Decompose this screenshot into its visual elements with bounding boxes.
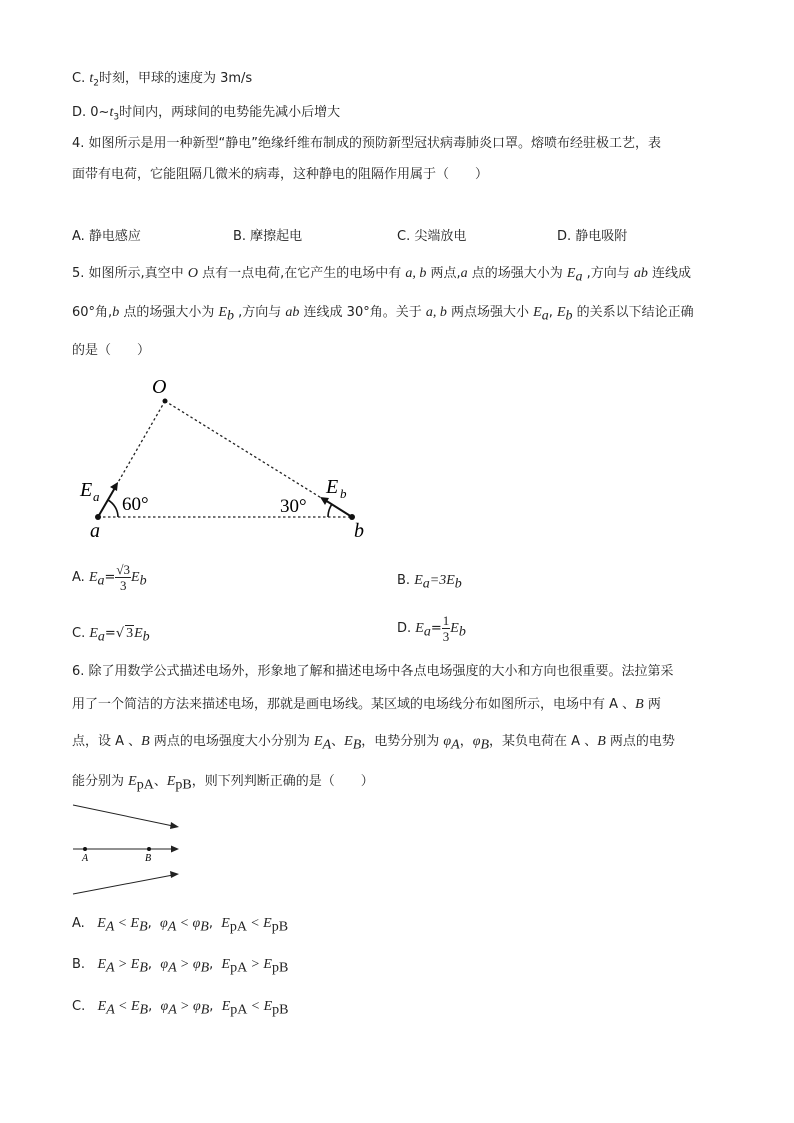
q5-point-o — [163, 399, 168, 404]
q5-label-a: a — [90, 520, 100, 542]
q6-stem-line3: 点，设 A 、B 两点的电场强度大小分别为 $E_A$、$E_B$，电势分别为 $\varphi_A$，$\varphi_B$，某负电荷在 A 、B 两点的电势 — [72, 734, 675, 753]
q4-option-c: C. 尖端放电 — [397, 229, 467, 244]
q6-label-a: A — [82, 853, 89, 864]
q6-arrowhead-bottom — [170, 871, 179, 878]
q5-label-b: b — [354, 520, 364, 542]
q5-label-eb: E — [326, 476, 339, 498]
q6-option-c: C. $E_A < E_B$, $\varphi_A > \varphi_B$, $E_{pA} < E_{pB}$ — [72, 999, 289, 1018]
q5-label-ea-sub: a — [93, 489, 100, 504]
q5-stem-line2: 60°角,b 点的场强大小为 $E_b$ ,方向与 ab 连线成 30°角。关于 a, b 两点场强大小 $E_a$, $E_b$ 的关系以下结论正确 — [72, 305, 694, 324]
q5-option-a: A. $E_a=$ $\frac{√3}{3}$ $E_b$ — [72, 562, 147, 593]
q5-stem-line1: 5. 如图所示,真空中 O 点有一点电荷,在它产生的电场中有 a, b 两点,a 点的场强大小为 $E_a$ ,方向与 ab 连线成 — [72, 266, 691, 285]
q4-stem-line1: 4. 如图所示是用一种新型“静电”绝缘纤维布制成的预防新型冠状病毒肺炎口罩。熔喷布经驻极工艺，表 — [72, 136, 662, 151]
q3-option-d: D. $0\sim t_3$时间内，两球间的电势能先减小后增大 — [72, 105, 341, 123]
q6-field-line-top — [73, 805, 173, 826]
q6-arrowhead-top — [170, 822, 179, 829]
q5-angle-60: 60° — [122, 494, 149, 515]
q6-field-line-bottom — [73, 875, 173, 894]
q5-angle-30: 30° — [280, 496, 307, 517]
q5-triangle-diagram — [70, 372, 380, 544]
q4-stem-line2: 面带有电荷，它能阻隔几微米的病毒，这种静电的阻隔作用属于（ ） — [72, 167, 489, 182]
q5-angle-arc-a — [108, 500, 118, 517]
q5-stem-line3: 的是（ ） — [72, 343, 151, 358]
q5-label-eb-sub: b — [340, 486, 347, 501]
q5-arrow-ea — [98, 486, 116, 517]
q5-option-c: C. $E_a=√$ $3E_b$ — [72, 626, 150, 645]
q6-arrowhead-middle — [171, 846, 179, 853]
q5-angle-arc-b — [328, 504, 332, 517]
q3-option-c: C. $t_2$时刻，甲球的速度为 3m/s — [72, 71, 253, 89]
q4-option-d: D. 静电吸附 — [557, 229, 628, 244]
q6-stem-line1: 6. 除了用数学公式描述电场外，形象地了解和描述电场中各点电场强度的大小和方向也很重要。法拉第采 — [72, 664, 674, 679]
q5-label-o: O — [152, 376, 167, 398]
q5-label-ea: E — [80, 479, 93, 501]
q6-label-b: B — [145, 853, 152, 864]
q5-option-d: D. $E_a=$ $\frac{1}{3}$ $E_b$ — [397, 613, 466, 644]
q6-point-a — [83, 847, 87, 851]
q6-option-a: A. $E_A < E_B$, $\varphi_A < \varphi_B$, $E_{pA} < E_{pB}$ — [72, 916, 289, 935]
q4-option-a: A. 静电感应 — [72, 229, 141, 244]
q6-field-lines-diagram — [70, 800, 190, 900]
q6-stem-line4: 能分别为 $E_{pA}$、$E_{pB}$，则下列判断正确的是（ ） — [72, 774, 374, 793]
q5-option-b: B. $E_a=3E_b$ — [397, 573, 462, 592]
q6-option-b: B. $E_A > E_B$, $\varphi_A > \varphi_B$, $E_{pA} > E_{pB}$ — [72, 957, 289, 976]
q6-stem-line2: 用了一个简洁的方法来描述电场，那就是画电场线。某区域的电场线分布如图所示，电场中有 A 、B 两 — [72, 697, 661, 712]
q4-option-b: B. 摩擦起电 — [233, 229, 303, 244]
q6-point-b — [147, 847, 151, 851]
